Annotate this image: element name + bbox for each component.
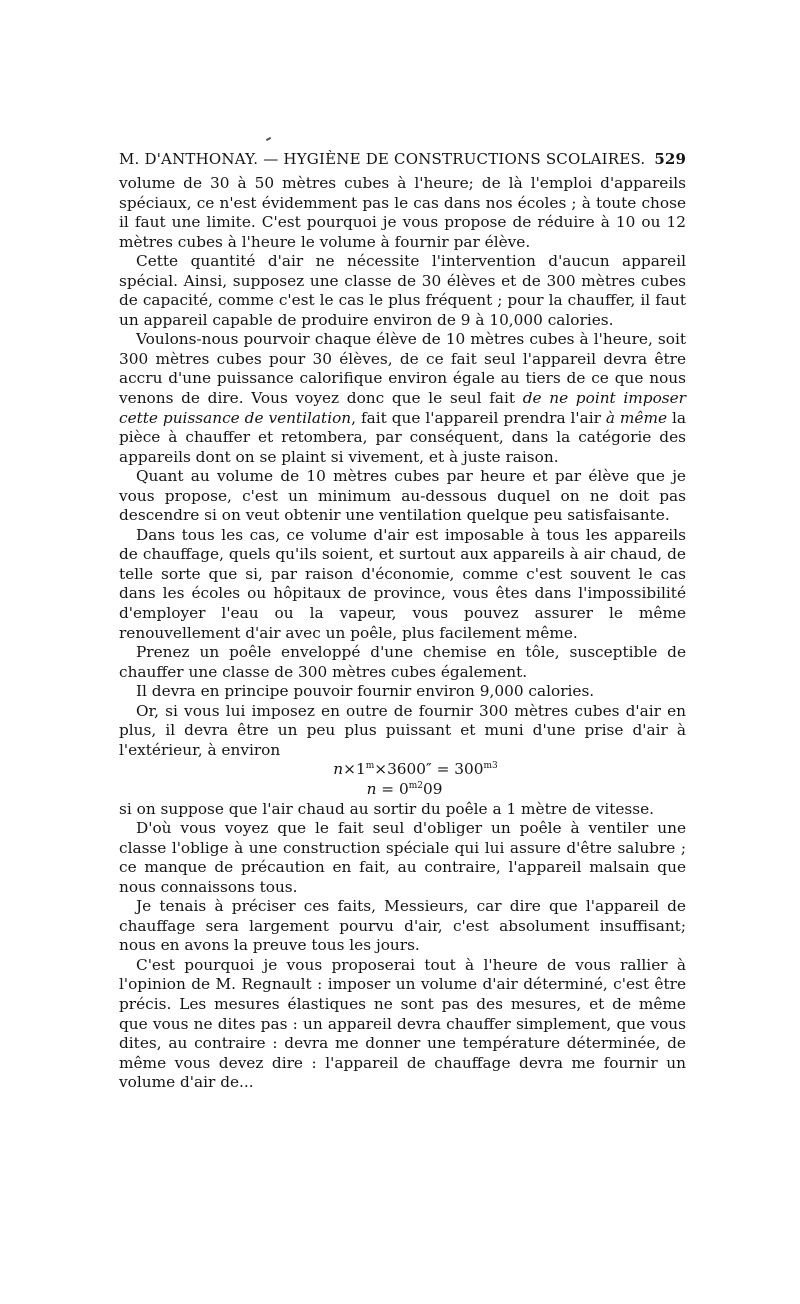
text-run: , fait que l'appareil prendra l'air bbox=[351, 408, 606, 427]
paragraph bbox=[119, 702, 686, 761]
paragraph bbox=[119, 956, 686, 1093]
running-header bbox=[119, 150, 686, 168]
text-run: Dans tous les cas, ce volume d'air est imposable à tous les appareils de chauffage, quels qu'ils soient, et surtout aux appareils à air chaud, de telle sorte que si, par raison d'économie, comme c'est souvent le cas dans les écoles ou hôpitaux de province, vous êtes dans l'impossibilité d'employer l'eau ou la vapeur, vous pouvez assurer le même renouvellement d'air avec un poêle, plus facilement même. bbox=[119, 525, 686, 642]
text-run: D'où vous voyez que le fait seul d'obliger un poêle à ventiler une classe l'oblige à une construction spéciale qui lui assure d'être salubre ; ce manque de précaution en fait, au contraire, l'appareil malsain que nous connaissons tous. bbox=[119, 819, 686, 896]
formula-times-1: × bbox=[343, 760, 356, 779]
formula2-equals: = bbox=[376, 779, 399, 798]
text-run: Je tenais à préciser ces faits, Messieurs, car dire que l'appareil de chauffage sera largement pourvu d'air, c'est absolument insuffisant; nous en avons la preuve tous les jours. bbox=[119, 897, 686, 955]
document-page bbox=[119, 150, 686, 1093]
formula-section bbox=[119, 780, 686, 800]
paragraphs-before-formula bbox=[119, 174, 686, 760]
formula-result-unit: m3 bbox=[483, 761, 498, 772]
text-run: la pièce à chauffer et retombera, par conséquent, dans la catégorie des appareils dont on se plaint si vivement, et à juste raison. bbox=[119, 408, 686, 466]
formula-equals: = bbox=[431, 760, 455, 779]
text-run: Prenez un poêle enveloppé d'une chemise en tôle, susceptible de chauffer une classe de 300 mètres cubes également. bbox=[119, 643, 686, 681]
text-run: volume de 30 à 50 mètres cubes à l'heure; de là l'emploi d'appareils spéciaux, ce n'est évidemment pas le cas dans nos écoles ; à toute chose il faut une limite. C'est pourquoi je vous propose de réduire à 10 ou 12 mètres cubes à l'heure le volume à fournir par élève. bbox=[119, 174, 686, 251]
text-run: Voulons-nous pourvoir chaque élève de 10 mètres cubes à l'heure, soit 300 mètres cubes pour 30 élèves, de ce fait seul l'appareil devra être accru d'une puissance calorifique environ égale au tiers de ce que nous venons de dire. Vous voyez donc que le seul fait bbox=[119, 330, 686, 408]
formula2-n: n bbox=[366, 779, 377, 798]
paragraph bbox=[119, 643, 686, 682]
paragraph bbox=[119, 526, 686, 643]
paragraph bbox=[119, 897, 686, 956]
running-title: M. D'ANTHONAY. — HYGIÈNE DE CONSTRUCTIONS SCOLAIRES. bbox=[119, 150, 646, 168]
text-run: C'est pourquoi je vous proposerai tout à l'heure de vous rallier à l'opinion de M. Regnault : imposer un volume d'air déterminé, c'est être précis. Les mesures élastiques ne sont pas des mesures, et de même que vous ne dites pas : un appareil devra chauffer simplement, que vous dites, au contraire : devra me donner une température déterminée, de même vous devez dire : l'appareil de chauffage devra me fournir un volume d'air de... bbox=[119, 955, 686, 1092]
formula-times-2: × bbox=[374, 760, 388, 779]
formula-n: n bbox=[333, 760, 344, 779]
paragraph bbox=[119, 252, 686, 330]
text-run: Quant au volume de 10 mètres cubes par heure et par élève que je vous propose, c'est un minimum au-dessous duquel on ne doit pas descendre si on veut obtenir une ventilation quelque peu satisfaisante. bbox=[119, 467, 686, 525]
paragraphs-after-formula bbox=[119, 800, 686, 1093]
formula-one-unit: m bbox=[365, 761, 375, 772]
paragraph bbox=[119, 330, 686, 467]
text-run: Or, si vous lui imposez en outre de fournir 300 mètres cubes d'air en plus, il devra être un peu plus puissant et muni d'une prise d'air à l'extérieur, à environ bbox=[119, 701, 686, 759]
paragraph bbox=[119, 800, 686, 820]
formula2-value-dec: 09 bbox=[422, 779, 443, 798]
text-run: Cette quantité d'air ne nécessite l'intervention d'aucun appareil spécial. Ainsi, supposez une classe de 30 élèves et de 300 mètres cubes de capacité, comme c'est le cas le plus fréquent ; pour la chauffer, il faut un appareil capable de produire environ de 9 à 10,000 calories. bbox=[119, 252, 686, 329]
formula-result: 300 bbox=[454, 760, 484, 779]
body-text bbox=[119, 174, 686, 1093]
formula-air-flow bbox=[119, 760, 686, 780]
formula2-value-int: 0 bbox=[398, 779, 409, 798]
paragraph bbox=[119, 682, 686, 702]
page-number: 529 bbox=[654, 150, 686, 168]
emphasized-text: à même bbox=[605, 408, 668, 427]
formula-one: 1 bbox=[355, 760, 366, 779]
paragraph bbox=[119, 819, 686, 897]
stray-ink-mark bbox=[266, 137, 271, 141]
formula-seconds: 3600″ bbox=[387, 760, 432, 779]
emphasized-text: de ne point imposer cette puissance de ventilation bbox=[119, 389, 686, 427]
text-run: si on suppose que l'air chaud au sortir du poêle a 1 mètre de vitesse. bbox=[119, 799, 655, 818]
formula2-value-unit: m2 bbox=[408, 780, 423, 791]
text-run: Il devra en principe pouvoir fournir environ 9,000 calories. bbox=[136, 682, 595, 701]
paragraph bbox=[119, 467, 686, 526]
paragraph bbox=[119, 174, 686, 252]
